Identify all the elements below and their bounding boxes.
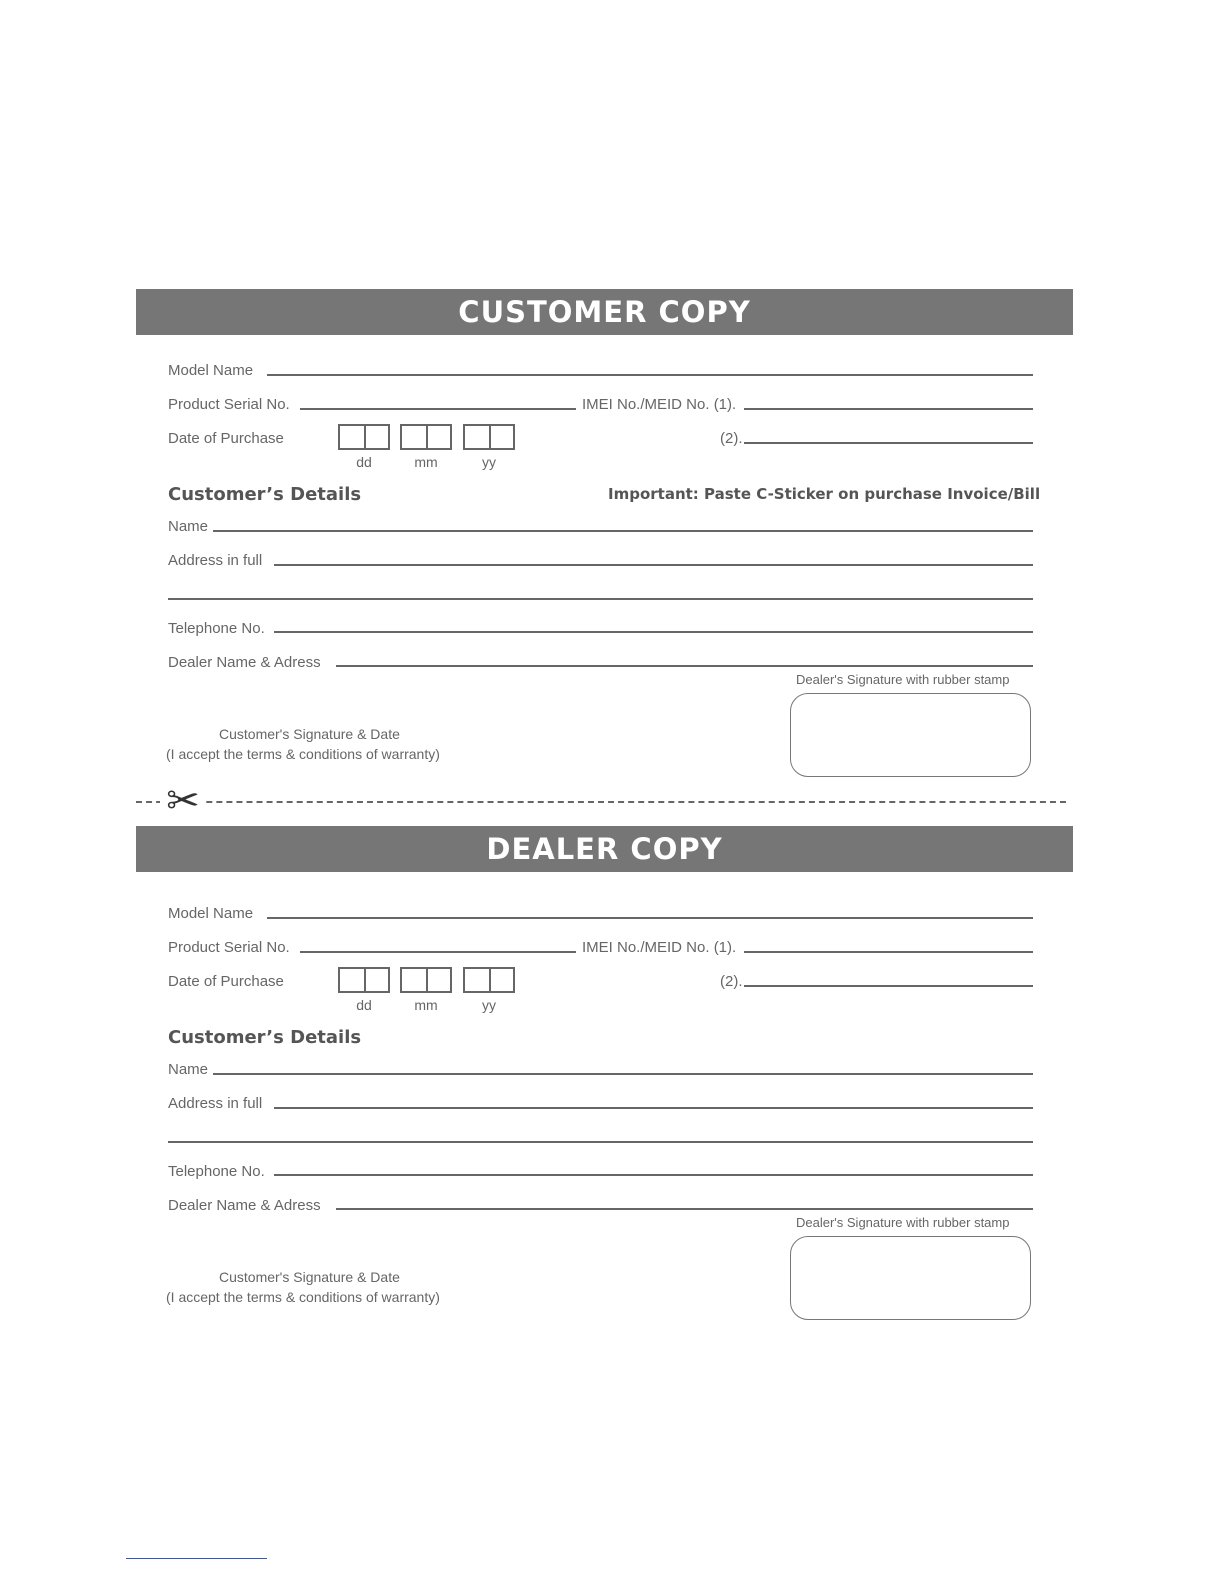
name-label: Name	[168, 518, 209, 535]
name-field[interactable]	[213, 530, 1033, 532]
imei1-label: IMEI No./MEID No. (1).	[582, 396, 737, 413]
cut-line	[136, 801, 1066, 803]
mm-box[interactable]	[400, 424, 452, 450]
imei1-field[interactable]	[744, 408, 1033, 410]
serial-no-label: Product Serial No.	[168, 939, 290, 956]
dealer-copy-banner: DEALER COPY	[136, 826, 1073, 872]
address-field[interactable]	[274, 564, 1033, 566]
name-field[interactable]	[213, 1073, 1033, 1075]
scissors-icon: ✂	[160, 781, 206, 821]
dd-box[interactable]	[338, 424, 390, 450]
terms-label: (I accept the terms & conditions of warranty)	[166, 746, 440, 762]
customer-details-heading: Customer’s Details	[168, 484, 362, 505]
dealer-label: Dealer Name & Adress	[168, 1197, 321, 1214]
telephone-label: Telephone No.	[168, 620, 265, 637]
model-name-label: Model Name	[168, 905, 254, 922]
dealer-signature-box[interactable]	[790, 1236, 1031, 1320]
address-field-line2[interactable]	[168, 1141, 1033, 1143]
dealer-signature-label: Dealer's Signature with rubber stamp	[796, 1215, 1010, 1230]
yy-box[interactable]	[463, 424, 515, 450]
mm-box[interactable]	[400, 967, 452, 993]
customer-details-heading: Customer’s Details	[168, 1027, 362, 1048]
model-name-field[interactable]	[267, 374, 1033, 376]
imei2-field[interactable]	[744, 442, 1033, 444]
imei2-label: (2).	[720, 973, 743, 990]
address-label: Address in full	[168, 552, 263, 569]
dealer-label: Dealer Name & Adress	[168, 654, 321, 671]
dealer-signature-box[interactable]	[790, 693, 1031, 777]
serial-no-label: Product Serial No.	[168, 396, 290, 413]
serial-no-field[interactable]	[300, 408, 576, 410]
customer-signature-label: Customer's Signature & Date	[219, 1269, 400, 1285]
dd-box[interactable]	[338, 967, 390, 993]
footer-underline	[126, 1558, 267, 1559]
mm-label: mm	[414, 997, 438, 1013]
dealer-signature-label: Dealer's Signature with rubber stamp	[796, 672, 1010, 687]
address-label: Address in full	[168, 1095, 263, 1112]
address-field[interactable]	[274, 1107, 1033, 1109]
customer-signature-label: Customer's Signature & Date	[219, 726, 400, 742]
telephone-field[interactable]	[274, 1174, 1033, 1176]
imei2-field[interactable]	[744, 985, 1033, 987]
imei1-label: IMEI No./MEID No. (1).	[582, 939, 737, 956]
customer-copy-banner: CUSTOMER COPY	[136, 289, 1073, 335]
telephone-label: Telephone No.	[168, 1163, 265, 1180]
important-note: Important: Paste C-Sticker on purchase Invoice/Bill	[608, 485, 1041, 503]
yy-label: yy	[482, 454, 496, 470]
yy-box[interactable]	[463, 967, 515, 993]
dealer-field[interactable]	[336, 1208, 1033, 1210]
model-name-label: Model Name	[168, 362, 254, 379]
model-name-field[interactable]	[267, 917, 1033, 919]
imei2-label: (2).	[720, 430, 743, 447]
date-of-purchase-label: Date of Purchase	[168, 430, 284, 447]
yy-label: yy	[482, 997, 496, 1013]
serial-no-field[interactable]	[300, 951, 576, 953]
date-of-purchase-label: Date of Purchase	[168, 973, 284, 990]
address-field-line2[interactable]	[168, 598, 1033, 600]
dd-label: dd	[356, 997, 372, 1013]
terms-label: (I accept the terms & conditions of warranty)	[166, 1289, 440, 1305]
imei1-field[interactable]	[744, 951, 1033, 953]
telephone-field[interactable]	[274, 631, 1033, 633]
dealer-field[interactable]	[336, 665, 1033, 667]
mm-label: mm	[414, 454, 438, 470]
dd-label: dd	[356, 454, 372, 470]
name-label: Name	[168, 1061, 209, 1078]
